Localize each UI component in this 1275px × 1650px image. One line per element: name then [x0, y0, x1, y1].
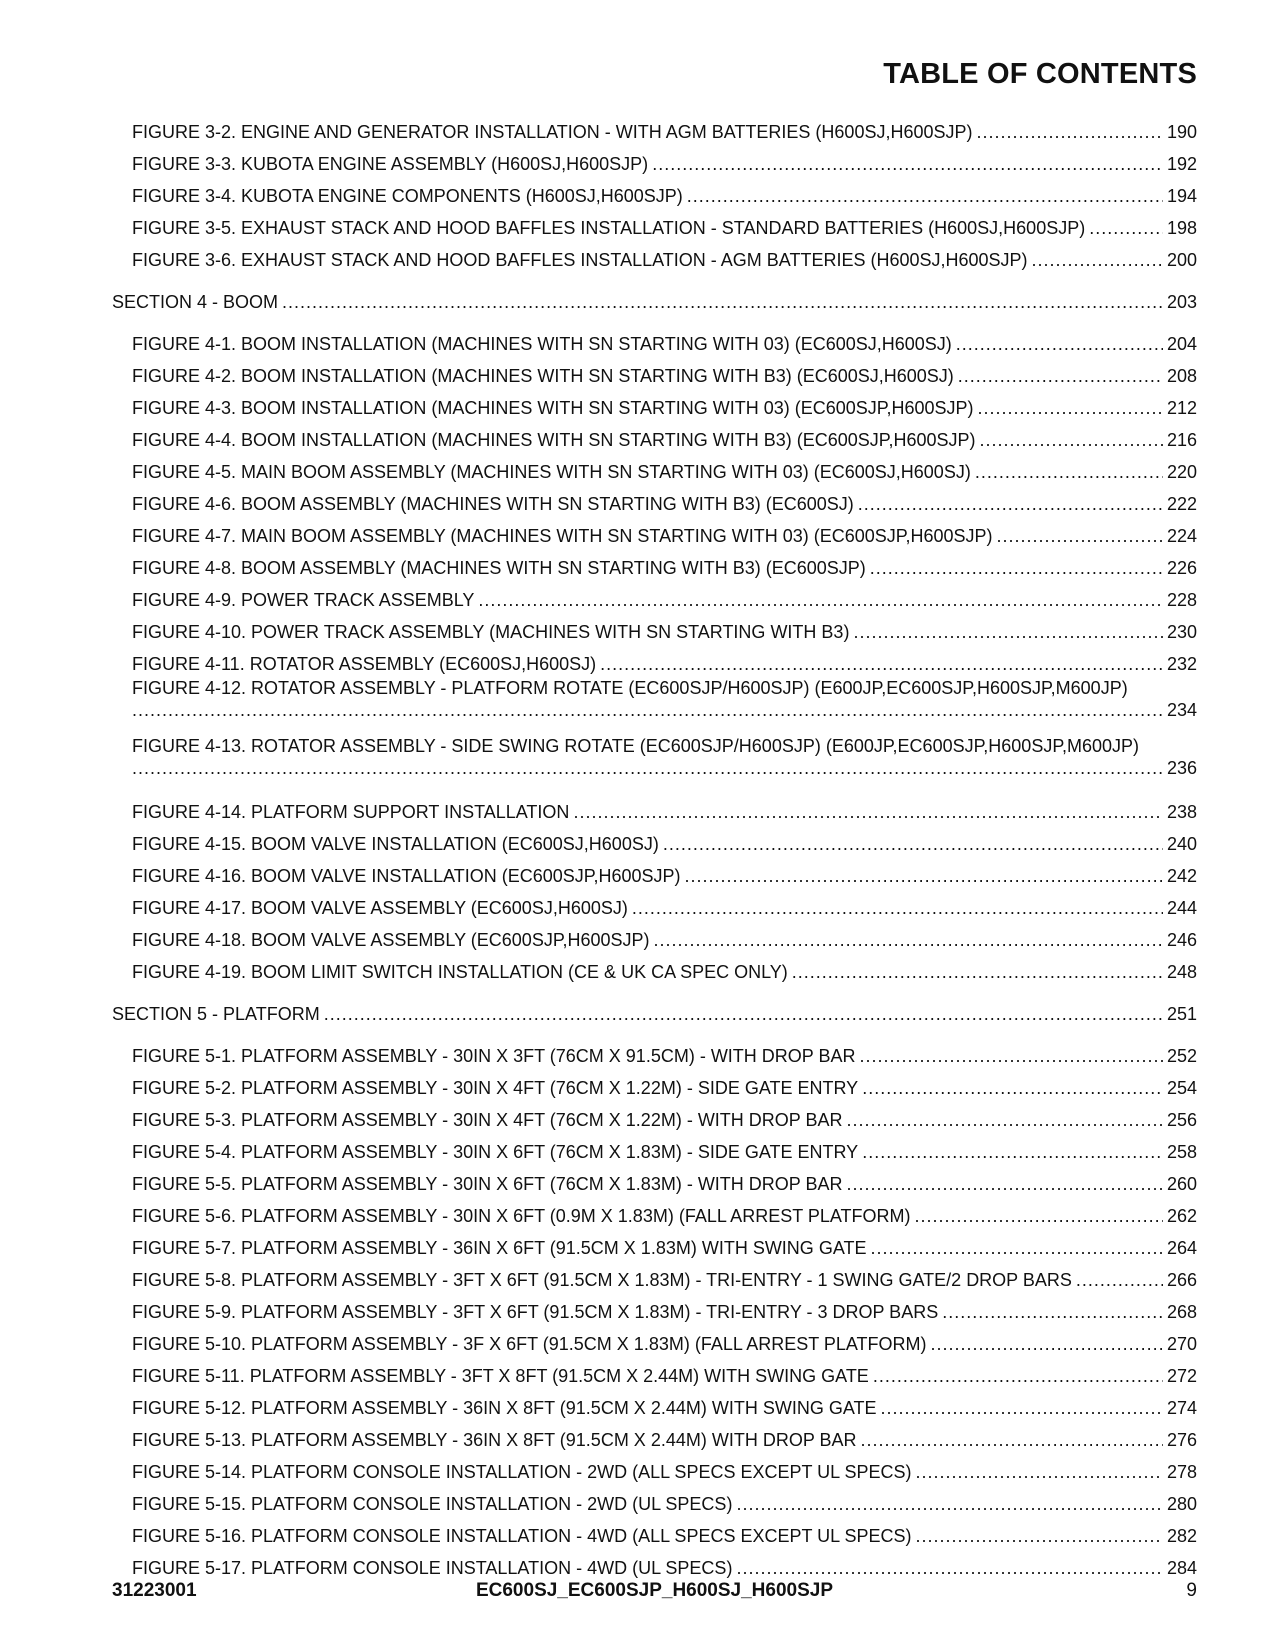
toc-figure-entry[interactable] — [112, 1290, 1197, 1322]
dot-leader — [958, 366, 1163, 386]
dot-leader — [861, 1430, 1163, 1450]
toc-entry-title: FIGURE 3-4. KUBOTA ENGINE COMPONENTS (H600SJ,H600SJP) — [132, 186, 683, 206]
toc-entry-title: FIGURE 4-15. BOOM VALVE INSTALLATION (EC600SJ,H600SJ) — [132, 834, 659, 854]
toc-entry-title: FIGURE 5-1. PLATFORM ASSEMBLY - 30IN X 3FT (76CM X 91.5CM) - WITH DROP BAR — [132, 1046, 856, 1066]
dot-leader — [132, 700, 1163, 720]
toc-figure-entry[interactable] — [112, 1130, 1197, 1162]
dot-leader — [847, 1110, 1163, 1130]
page-title: TABLE OF CONTENTS — [883, 58, 1197, 90]
toc-figure-entry[interactable] — [112, 1546, 1197, 1578]
dot-leader — [862, 1142, 1163, 1162]
toc-entry-title: SECTION 4 - BOOM — [112, 292, 279, 312]
dot-leader — [847, 1174, 1163, 1194]
toc-figure-entry[interactable] — [112, 1258, 1197, 1290]
dot-leader — [282, 292, 1163, 312]
toc-figure-entry[interactable] — [112, 482, 1197, 514]
toc-entry-page: 208 — [1166, 366, 1197, 386]
toc-entry-title: FIGURE 5-14. PLATFORM CONSOLE INSTALLATION - 2WD (ALL SPECS EXCEPT UL SPECS) — [132, 1462, 912, 1482]
toc-entry-title: FIGURE 4-10. POWER TRACK ASSEMBLY (MACHINES WITH SN STARTING WITH B3) — [132, 622, 850, 642]
model-list: EC600SJ_EC600SJP_H600SJ_H600SJP — [475, 1580, 834, 1601]
toc-entry-page: 260 — [1166, 1174, 1197, 1194]
toc-entry-page: 200 — [1166, 250, 1197, 270]
toc-figure-entry[interactable] — [112, 1386, 1197, 1418]
toc-entry-page: 282 — [1166, 1526, 1197, 1546]
dot-leader — [600, 654, 1163, 674]
toc-entry-page: 240 — [1166, 834, 1197, 854]
document-number: 31223001 — [112, 1580, 197, 1601]
toc-figure-entry[interactable] — [112, 546, 1197, 578]
toc-entry-title: FIGURE 4-3. BOOM INSTALLATION (MACHINES WITH SN STARTING WITH 03) (EC600SJP,H600SJP) — [132, 398, 974, 418]
toc-entry-page: 262 — [1166, 1206, 1197, 1226]
toc-entry-title: FIGURE 4-13. ROTATOR ASSEMBLY - SIDE SWING ROTATE (EC600SJP/H600SJP) (E600JP,EC600SJP,H600SJP,M600JP) — [132, 736, 1140, 756]
toc-figure-entry[interactable] — [112, 418, 1197, 450]
dot-leader — [632, 898, 1163, 918]
dot-leader — [858, 494, 1163, 514]
toc-entry-page: 266 — [1166, 1270, 1197, 1290]
toc-entry-page: 246 — [1166, 930, 1197, 950]
toc-entry-title: FIGURE 4-11. ROTATOR ASSEMBLY (EC600SJ,H600SJ) — [132, 654, 597, 674]
dot-leader — [977, 398, 1162, 418]
toc-figure-entry[interactable] — [112, 790, 1197, 822]
toc-entry-title: FIGURE 5-13. PLATFORM ASSEMBLY - 36IN X 8FT (91.5CM X 2.44M) WITH DROP BAR — [132, 1430, 857, 1450]
toc-figure-entry[interactable] — [112, 142, 1197, 174]
toc-figure-entry[interactable] — [112, 1514, 1197, 1546]
toc-entry-page: 268 — [1166, 1302, 1197, 1322]
toc-figure-entry[interactable] — [112, 354, 1197, 386]
toc-entry-page: 220 — [1166, 462, 1197, 482]
toc-entry-title: FIGURE 4-18. BOOM VALVE ASSEMBLY (EC600SJP,H600SJP) — [132, 930, 650, 950]
toc-figure-entry[interactable] — [112, 1482, 1197, 1514]
toc-entry-page: 248 — [1166, 962, 1197, 982]
toc-entry-page: 228 — [1166, 590, 1197, 610]
dot-leader — [870, 558, 1163, 578]
dot-leader — [975, 462, 1163, 482]
toc-entry-title: FIGURE 4-14. PLATFORM SUPPORT INSTALLATION — [132, 802, 570, 822]
toc-entry-page: 226 — [1166, 558, 1197, 578]
toc-entry-page: 254 — [1166, 1078, 1197, 1098]
toc-entry-title: FIGURE 5-2. PLATFORM ASSEMBLY - 30IN X 4FT (76CM X 1.22M) - SIDE GATE ENTRY — [132, 1078, 859, 1098]
toc-figure-entry[interactable] — [112, 642, 1197, 674]
toc-figure-entry[interactable] — [112, 822, 1197, 854]
toc-entry-page: 252 — [1166, 1046, 1197, 1066]
toc-entry-title: FIGURE 4-7. MAIN BOOM ASSEMBLY (MACHINES WITH SN STARTING WITH 03) (EC600SJP,H600SJP) — [132, 526, 993, 546]
toc-entry-page: 236 — [1166, 758, 1197, 778]
toc-entry-title: FIGURE 5-3. PLATFORM ASSEMBLY - 30IN X 4FT (76CM X 1.22M) - WITH DROP BAR — [132, 1110, 843, 1130]
toc-entry-title: FIGURE 4-17. BOOM VALVE ASSEMBLY (EC600SJ,H600SJ) — [132, 898, 628, 918]
toc-entry-title: FIGURE 3-3. KUBOTA ENGINE ASSEMBLY (H600SJ,H600SJP) — [132, 154, 649, 174]
toc-list — [112, 110, 1197, 1578]
dot-leader — [860, 1046, 1163, 1066]
toc-figure-entry[interactable] — [112, 610, 1197, 642]
dot-leader — [870, 1238, 1162, 1258]
toc-figure-entry[interactable] — [112, 1418, 1197, 1450]
dot-leader — [1032, 250, 1163, 270]
dot-leader — [736, 1494, 1163, 1514]
toc-entry-title: FIGURE 5-12. PLATFORM ASSEMBLY - 36IN X 8FT (91.5CM X 2.44M) WITH SWING GATE — [132, 1398, 877, 1418]
toc-figure-entry[interactable] — [112, 674, 1197, 732]
toc-entry-title: FIGURE 4-8. BOOM ASSEMBLY (MACHINES WITH SN STARTING WITH B3) (EC600SJP) — [132, 558, 866, 578]
dot-leader — [977, 122, 1163, 142]
toc-entry-page: 222 — [1166, 494, 1197, 514]
toc-entry-page: 224 — [1166, 526, 1197, 546]
toc-entry-title: FIGURE 5-10. PLATFORM ASSEMBLY - 3F X 6FT (91.5CM X 1.83M) (FALL ARREST PLATFORM) — [132, 1334, 927, 1354]
toc-figure-entry[interactable] — [112, 174, 1197, 206]
toc-entry-title: SECTION 5 - PLATFORM — [112, 1004, 320, 1024]
dot-leader — [478, 590, 1163, 610]
dot-leader — [1089, 218, 1163, 238]
toc-entry-title: FIGURE 4-16. BOOM VALVE INSTALLATION (EC600SJP,H600SJP) — [132, 866, 681, 886]
dot-leader — [916, 1526, 1163, 1546]
toc-entry-title: FIGURE 4-4. BOOM INSTALLATION (MACHINES WITH SN STARTING WITH B3) (EC600SJP,H600SJP) — [132, 430, 976, 450]
toc-entry-page: 194 — [1166, 186, 1197, 206]
toc-entry-title: FIGURE 4-5. MAIN BOOM ASSEMBLY (MACHINES WITH SN STARTING WITH 03) (EC600SJ,H600SJ) — [132, 462, 971, 482]
toc-entry-title: FIGURE 5-7. PLATFORM ASSEMBLY - 36IN X 6FT (91.5CM X 1.83M) WITH SWING GATE — [132, 1238, 867, 1258]
toc-figure-entry[interactable] — [112, 1226, 1197, 1258]
dot-leader — [663, 834, 1163, 854]
toc-figure-entry[interactable] — [112, 386, 1197, 418]
toc-entry-title: FIGURE 3-5. EXHAUST STACK AND HOOD BAFFLES INSTALLATION - STANDARD BATTERIES (H600SJ,H600SJP) — [132, 218, 1086, 238]
toc-entry-title: FIGURE 5-8. PLATFORM ASSEMBLY - 3FT X 6FT (91.5CM X 1.83M) - TRI-ENTRY - 1 SWING GATE/2 DROP BARS — [132, 1270, 1072, 1290]
toc-figure-entry[interactable] — [112, 1354, 1197, 1386]
toc-entry-page: 264 — [1166, 1238, 1197, 1258]
dot-leader — [956, 334, 1163, 354]
toc-entry-title: FIGURE 4-9. POWER TRACK ASSEMBLY — [132, 590, 475, 610]
toc-entry-page: 280 — [1166, 1494, 1197, 1514]
toc-entry-page: 258 — [1166, 1142, 1197, 1162]
dot-leader — [931, 1334, 1163, 1354]
toc-figure-entry[interactable] — [112, 1450, 1197, 1482]
toc-entry-page: 212 — [1166, 398, 1197, 418]
toc-entry-title: FIGURE 5-6. PLATFORM ASSEMBLY - 30IN X 6FT (0.9M X 1.83M) (FALL ARREST PLATFORM) — [132, 1206, 911, 1226]
toc-entry-page: 244 — [1166, 898, 1197, 918]
toc-figure-entry[interactable] — [112, 322, 1197, 354]
toc-section-entry[interactable] — [112, 280, 1197, 312]
toc-entry-title: FIGURE 4-2. BOOM INSTALLATION (MACHINES WITH SN STARTING WITH B3) (EC600SJ,H600SJ) — [132, 366, 954, 386]
toc-entry-title: FIGURE 5-4. PLATFORM ASSEMBLY - 30IN X 6FT (76CM X 1.83M) - SIDE GATE ENTRY — [132, 1142, 859, 1162]
dot-leader — [1076, 1270, 1163, 1290]
toc-entry-page: 278 — [1166, 1462, 1197, 1482]
toc-figure-entry[interactable] — [112, 1194, 1197, 1226]
toc-figure-entry[interactable] — [112, 206, 1197, 238]
toc-entry-page: 274 — [1166, 1398, 1197, 1418]
toc-entry-page: 251 — [1166, 1004, 1197, 1024]
dot-leader — [652, 154, 1163, 174]
toc-entry-page: 256 — [1166, 1110, 1197, 1130]
dot-leader — [915, 1206, 1163, 1226]
toc-figure-entry[interactable] — [112, 450, 1197, 482]
toc-entry-title: FIGURE 3-6. EXHAUST STACK AND HOOD BAFFLES INSTALLATION - AGM BATTERIES (H600SJ,H600SJP) — [132, 250, 1028, 270]
toc-entry-page: 242 — [1166, 866, 1197, 886]
dot-leader — [687, 186, 1163, 206]
toc-entry-title: FIGURE 4-19. BOOM LIMIT SWITCH INSTALLATION (CE & UK CA SPEC ONLY) — [132, 962, 788, 982]
toc-figure-entry[interactable] — [112, 950, 1197, 982]
dot-leader — [881, 1398, 1163, 1418]
toc-entry-title: FIGURE 4-1. BOOM INSTALLATION (MACHINES WITH SN STARTING WITH 03) (EC600SJ,H600SJ) — [132, 334, 952, 354]
toc-figure-entry[interactable] — [112, 854, 1197, 886]
toc-figure-entry[interactable] — [112, 1066, 1197, 1098]
toc-entry-title: FIGURE 4-6. BOOM ASSEMBLY (MACHINES WITH SN STARTING WITH B3) (EC600SJ) — [132, 494, 854, 514]
dot-leader — [736, 1558, 1163, 1578]
toc-figure-entry[interactable] — [112, 238, 1197, 270]
dot-leader — [979, 430, 1162, 450]
dot-leader — [862, 1078, 1163, 1098]
dot-leader — [685, 866, 1163, 886]
toc-entry-page: 238 — [1166, 802, 1197, 822]
toc-entry-page: 276 — [1166, 1430, 1197, 1450]
dot-leader — [132, 758, 1163, 778]
toc-entry-page: 198 — [1166, 218, 1197, 238]
toc-entry-page: 230 — [1166, 622, 1197, 642]
toc-entry-page: 216 — [1166, 430, 1197, 450]
dot-leader — [942, 1302, 1163, 1322]
dot-leader — [997, 526, 1163, 546]
toc-entry-page: 204 — [1166, 334, 1197, 354]
toc-figure-entry[interactable] — [112, 1162, 1197, 1194]
toc-entry-title: FIGURE 5-5. PLATFORM ASSEMBLY - 30IN X 6FT (76CM X 1.83M) - WITH DROP BAR — [132, 1174, 843, 1194]
dot-leader — [792, 962, 1163, 982]
toc-entry-title: FIGURE 5-11. PLATFORM ASSEMBLY - 3FT X 8FT (91.5CM X 2.44M) WITH SWING GATE — [132, 1366, 869, 1386]
toc-entry-page: 234 — [1166, 700, 1197, 720]
toc-entry-title: FIGURE 5-16. PLATFORM CONSOLE INSTALLATION - 4WD (ALL SPECS EXCEPT UL SPECS) — [132, 1526, 912, 1546]
toc-entry-page: 192 — [1166, 154, 1197, 174]
toc-entry-title: FIGURE 5-17. PLATFORM CONSOLE INSTALLATION - 4WD (UL SPECS) — [132, 1558, 733, 1578]
dot-leader — [853, 622, 1163, 642]
page-number: 9 — [1186, 1580, 1197, 1601]
toc-entry-title: FIGURE 3-2. ENGINE AND GENERATOR INSTALLATION - WITH AGM BATTERIES (H600SJ,H600SJP) — [132, 122, 973, 142]
toc-entry-page: 190 — [1166, 122, 1197, 142]
toc-section-entry[interactable] — [112, 992, 1197, 1024]
toc-figure-entry[interactable] — [112, 732, 1197, 790]
toc-entry-title: FIGURE 4-12. ROTATOR ASSEMBLY - PLATFORM ROTATE (EC600SJP/H600SJP) (E600JP,EC600SJP,H600SJP,M600JP) — [132, 678, 1128, 698]
toc-figure-entry[interactable] — [112, 886, 1197, 918]
toc-entry-page: 203 — [1166, 292, 1197, 312]
dot-leader — [573, 802, 1163, 822]
toc-figure-entry[interactable] — [112, 1322, 1197, 1354]
toc-figure-entry[interactable] — [112, 918, 1197, 950]
toc-figure-entry[interactable] — [112, 578, 1197, 610]
toc-entry-page: 232 — [1166, 654, 1197, 674]
dot-leader — [916, 1462, 1163, 1482]
toc-entry-page: 284 — [1166, 1558, 1197, 1578]
toc-entry-page: 270 — [1166, 1334, 1197, 1354]
toc-figure-entry[interactable] — [112, 110, 1197, 142]
toc-entry-title: FIGURE 5-9. PLATFORM ASSEMBLY - 3FT X 6FT (91.5CM X 1.83M) - TRI-ENTRY - 3 DROP BARS — [132, 1302, 939, 1322]
dot-leader — [654, 930, 1163, 950]
toc-figure-entry[interactable] — [112, 1098, 1197, 1130]
toc-figure-entry[interactable] — [112, 514, 1197, 546]
toc-entry-title: FIGURE 5-15. PLATFORM CONSOLE INSTALLATION - 2WD (UL SPECS) — [132, 1494, 733, 1514]
dot-leader — [324, 1004, 1163, 1024]
dot-leader — [873, 1366, 1163, 1386]
toc-figure-entry[interactable] — [112, 1034, 1197, 1066]
toc-entry-page: 272 — [1166, 1366, 1197, 1386]
